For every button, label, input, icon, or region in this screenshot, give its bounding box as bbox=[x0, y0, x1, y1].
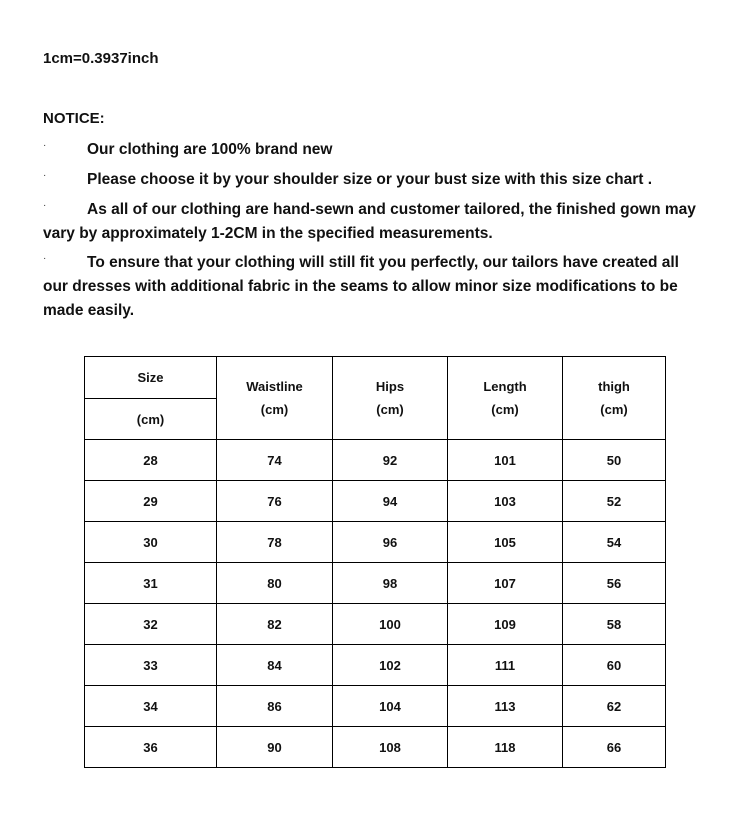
cell-hips: 104 bbox=[333, 686, 448, 727]
cell-size: 30 bbox=[85, 522, 217, 563]
cell-hips: 102 bbox=[333, 645, 448, 686]
header-label: Waistline bbox=[246, 379, 303, 394]
table-row bbox=[85, 440, 666, 481]
table-row bbox=[85, 604, 666, 645]
header-hips bbox=[333, 357, 448, 440]
cell-length: 101 bbox=[448, 440, 563, 481]
cell-waistline: 74 bbox=[217, 440, 333, 481]
cell-size: 31 bbox=[85, 563, 217, 604]
cell-length: 113 bbox=[448, 686, 563, 727]
header-label: Length bbox=[483, 379, 527, 394]
table-row bbox=[85, 522, 666, 563]
header-size: Size bbox=[85, 357, 217, 399]
header-unit: (cm) bbox=[260, 402, 289, 417]
cell-thigh: 50 bbox=[563, 440, 666, 481]
cell-waistline: 76 bbox=[217, 481, 333, 522]
cell-waistline: 82 bbox=[217, 604, 333, 645]
cell-waistline: 84 bbox=[217, 645, 333, 686]
cell-waistline: 80 bbox=[217, 563, 333, 604]
cell-size: 33 bbox=[85, 645, 217, 686]
header-unit: (cm) bbox=[600, 402, 628, 417]
notice-item bbox=[43, 138, 708, 162]
cell-thigh: 54 bbox=[563, 522, 666, 563]
cell-length: 107 bbox=[448, 563, 563, 604]
bullet-icon: · bbox=[43, 140, 47, 151]
cell-thigh: 56 bbox=[563, 563, 666, 604]
cell-thigh: 58 bbox=[563, 604, 666, 645]
header-size-unit: (cm) bbox=[85, 399, 217, 440]
cell-waistline: 86 bbox=[217, 686, 333, 727]
cell-size: 36 bbox=[85, 727, 217, 768]
header-unit: (cm) bbox=[376, 402, 404, 417]
cell-thigh: 52 bbox=[563, 481, 666, 522]
header-label: thigh bbox=[598, 379, 630, 394]
cell-hips: 100 bbox=[333, 604, 448, 645]
notice-text: As all of our clothing are hand-sewn and customer tailored, the finished gown may vary by approximately 1-2CM in the specified measurements. bbox=[43, 201, 696, 242]
notice-item bbox=[43, 198, 708, 246]
bullet-icon: · bbox=[43, 253, 47, 264]
cell-length: 103 bbox=[448, 481, 563, 522]
notice-text: Please choose it by your shoulder size or your bust size with this size chart . bbox=[87, 171, 653, 188]
cell-waistline: 90 bbox=[217, 727, 333, 768]
cell-hips: 94 bbox=[333, 481, 448, 522]
cell-length: 118 bbox=[448, 727, 563, 768]
notice-title: NOTICE: bbox=[43, 110, 105, 127]
cell-hips: 92 bbox=[333, 440, 448, 481]
bullet-icon: · bbox=[43, 200, 47, 211]
cell-hips: 108 bbox=[333, 727, 448, 768]
size-chart-table bbox=[84, 356, 666, 768]
cell-thigh: 62 bbox=[563, 686, 666, 727]
header-unit: (cm) bbox=[491, 402, 519, 417]
cell-size: 34 bbox=[85, 686, 217, 727]
table-row bbox=[85, 645, 666, 686]
cell-thigh: 60 bbox=[563, 645, 666, 686]
cell-thigh: 66 bbox=[563, 727, 666, 768]
table-row bbox=[85, 686, 666, 727]
cell-size: 32 bbox=[85, 604, 217, 645]
cell-length: 105 bbox=[448, 522, 563, 563]
cell-waistline: 78 bbox=[217, 522, 333, 563]
header-thigh bbox=[563, 357, 666, 440]
bullet-icon: · bbox=[43, 170, 47, 181]
notice-text: To ensure that your clothing will still fit you perfectly, our tailors have created all our dresses with additional fabric in the seams to allow minor size modifications to be made easily. bbox=[43, 254, 679, 319]
notice-item bbox=[43, 168, 708, 192]
header-waistline bbox=[217, 357, 333, 440]
unit-conversion: 1cm=0.3937inch bbox=[43, 50, 159, 67]
notice-text: Our clothing are 100% brand new bbox=[87, 141, 333, 158]
cell-length: 111 bbox=[448, 645, 563, 686]
cell-size: 29 bbox=[85, 481, 217, 522]
cell-hips: 96 bbox=[333, 522, 448, 563]
notice-item bbox=[43, 251, 708, 323]
table-row bbox=[85, 563, 666, 604]
cell-length: 109 bbox=[448, 604, 563, 645]
table-row bbox=[85, 727, 666, 768]
cell-size: 28 bbox=[85, 440, 217, 481]
header-label: Hips bbox=[375, 379, 405, 394]
header-length bbox=[448, 357, 563, 440]
cell-hips: 98 bbox=[333, 563, 448, 604]
table-row bbox=[85, 481, 666, 522]
